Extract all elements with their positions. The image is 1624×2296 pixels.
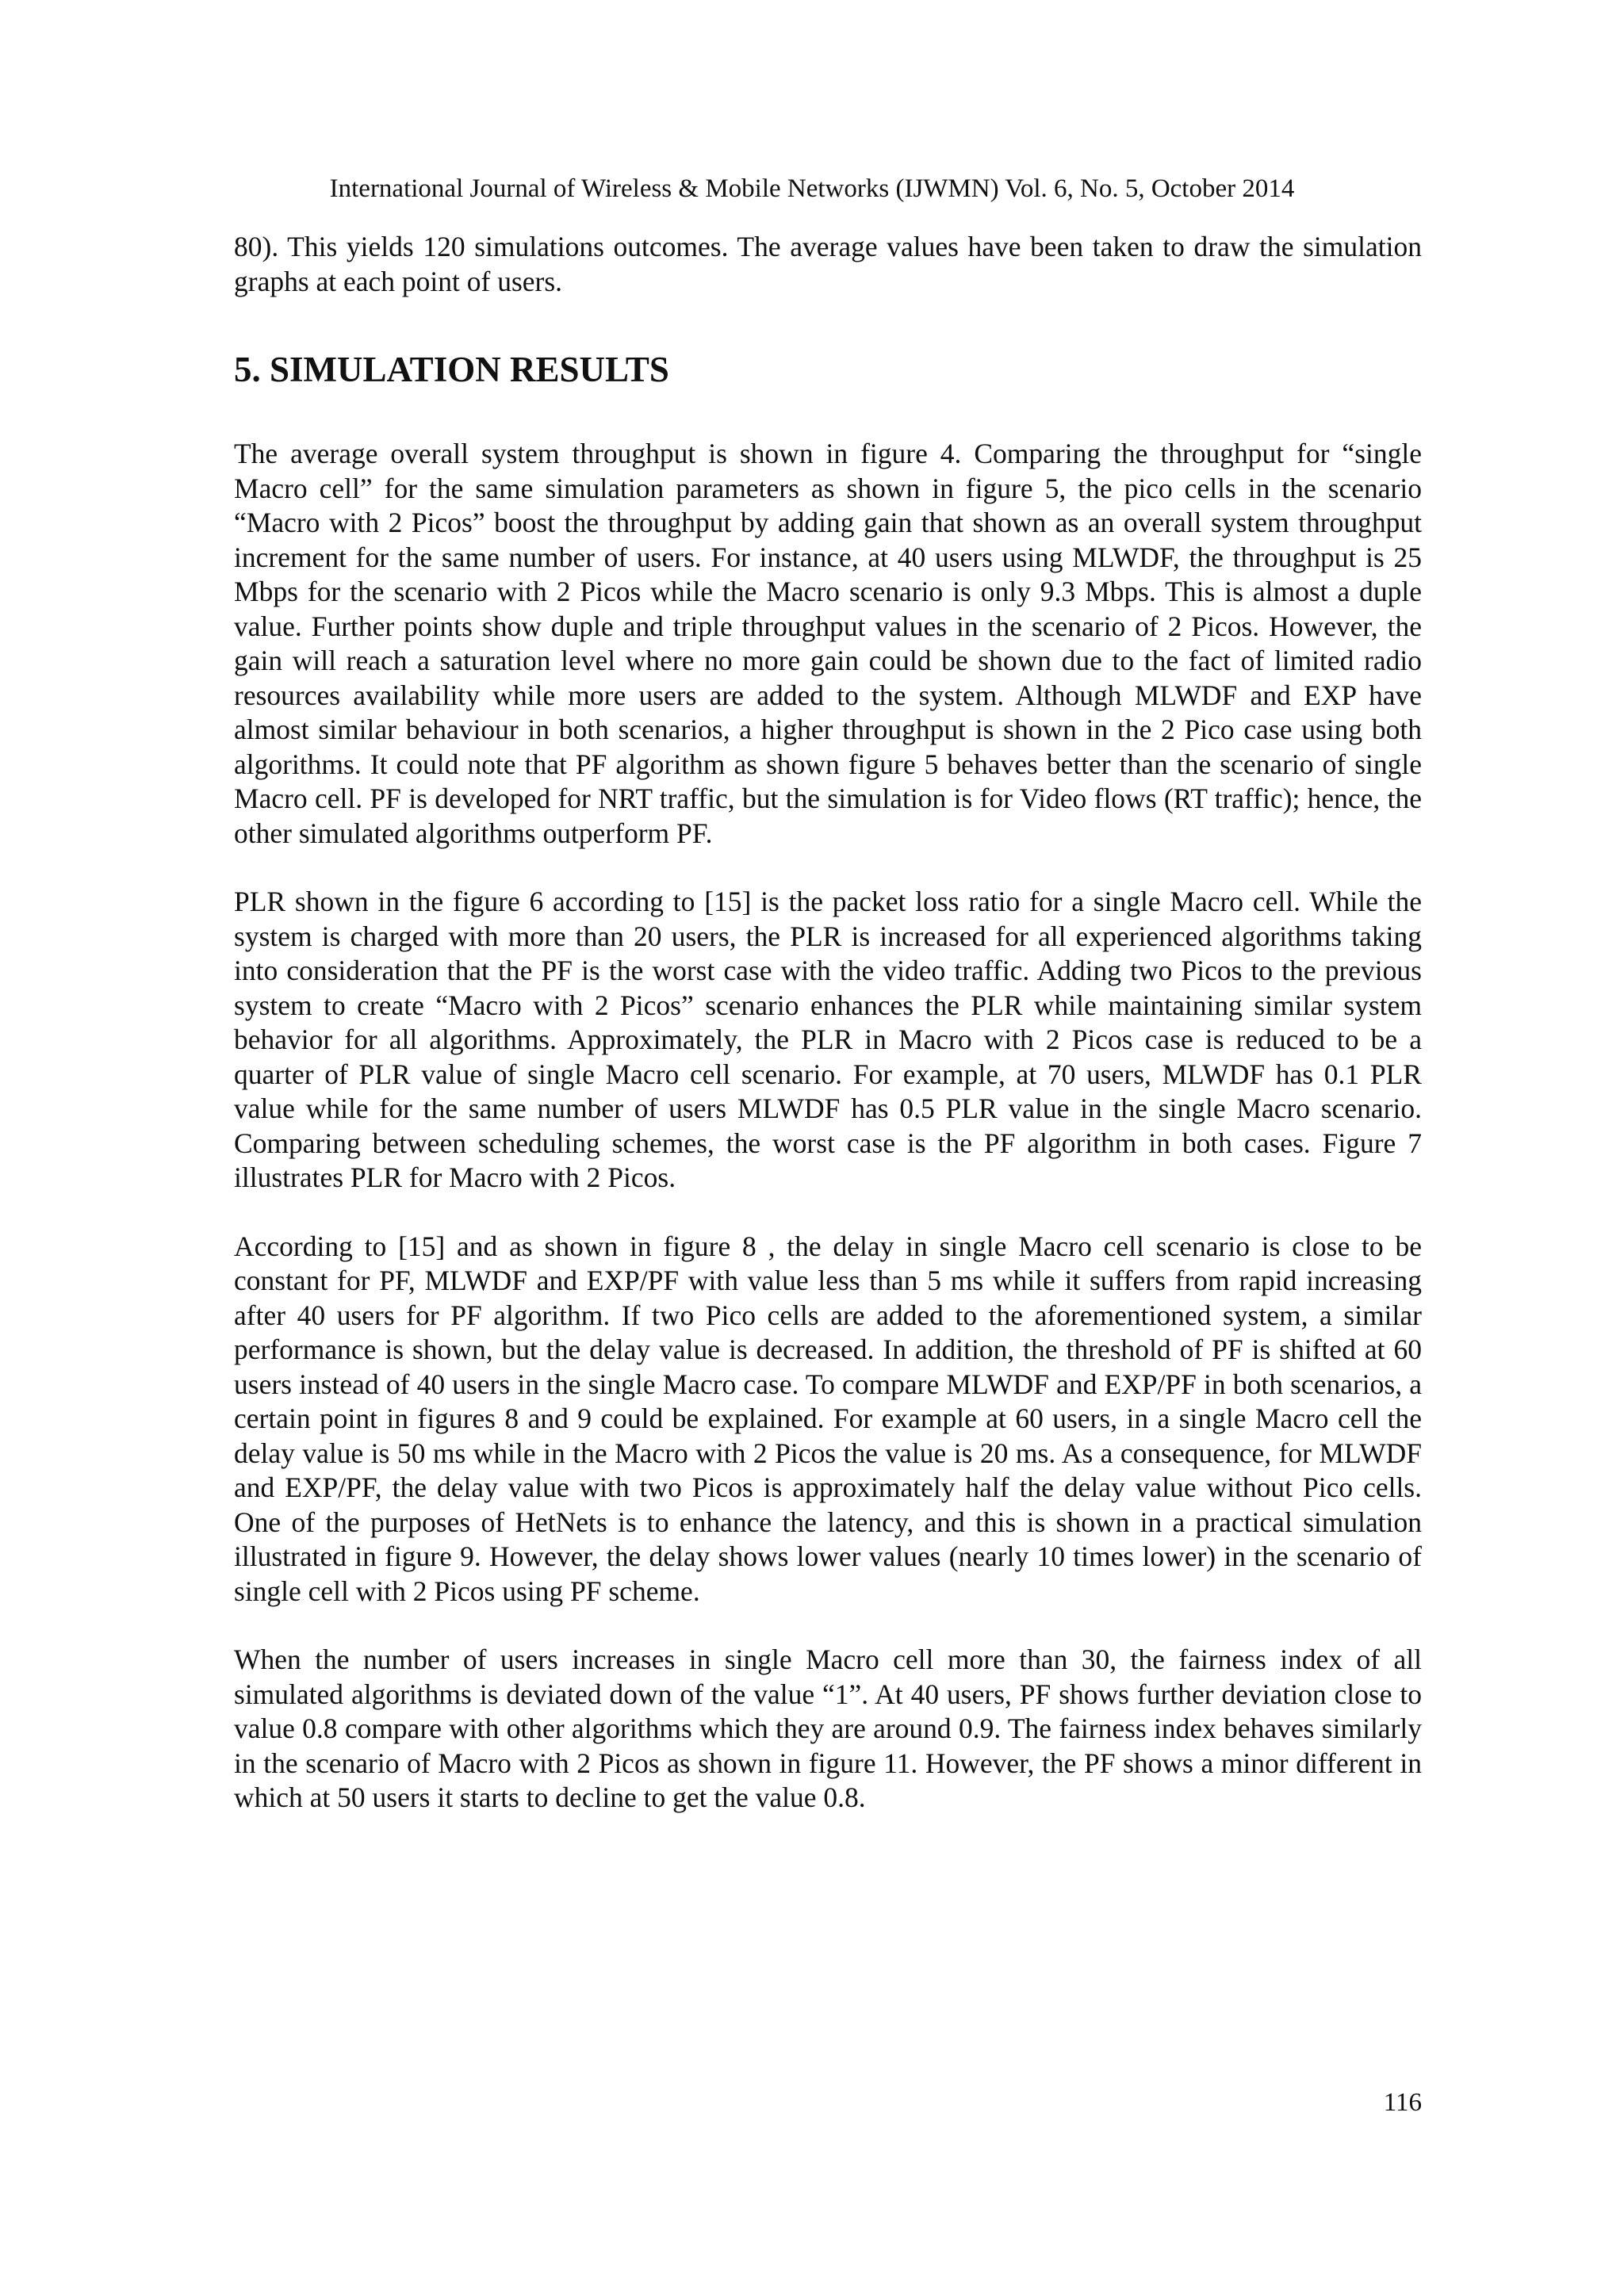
paragraph-fairness: When the number of users increases in single Macro cell more than 30, the fairness index of all simulated algorithms is deviated down of the value “1”. At 40 users, PF shows further deviation close to value 0.8 compare with other algorithms which they are around 0.9. The fairness index behaves similarly in the scenario of Macro with 2 Picos as shown in figure 11. However, the PF shows a minor different in which at 50 users it starts to decline to get the value 0.8. — [234, 1644, 1422, 1813]
page-number: 116 — [1383, 2088, 1422, 2117]
intro-paragraph: 80). This yields 120 simulations outcomes. The average values have been taken to draw the simulation graphs at each point of users. — [234, 231, 1422, 297]
running-header: International Journal of Wireless & Mobile Networks (IJWMN) Vol. 6, No. 5, October 2014 — [329, 174, 1295, 203]
section-heading: 5. SIMULATION RESULTS — [234, 350, 669, 389]
paragraph-plr: PLR shown in the figure 6 according to [15] is the packet loss ratio for a single Macro cell. While the system is charged with more than 20 users, the PLR is increased for all experienced algorithms taking into consideration that the PF is the worst case with the video traffic. Adding two Picos to the previous system to create “Macro with 2 Picos” scenario enhances the PLR while maintaining similar system behavior for all algorithms. Approximately, the PLR in Macro with 2 Picos case is reduced to be a quarter of PLR value of single Macro cell scenario. For example, at 70 users, MLWDF has 0.1 PLR value while for the same number of users MLWDF has 0.5 PLR value in the single Macro scenario. Comparing between scheduling schemes, the worst case is the PF algorithm in both cases. Figure 7 illustrates PLR for Macro with 2 Picos. — [234, 886, 1422, 1193]
page-body — [234, 230, 1422, 1816]
paragraph-delay: According to [15] and as shown in figure 8 , the delay in single Macro cell scenario is close to be constant for PF, MLWDF and EXP/PF with value less than 5 ms while it suffers from rapid increasing after 40 users for PF algorithm. If two Pico cells are added to the aforementioned system, a similar performance is shown, but the delay value is decreased. In addition, the threshold of PF is shifted at 60 users instead of 40 users in the single Macro case. To compare MLWDF and EXP/PF in both scenarios, a certain point in figures 8 and 9 could be explained. For example at 60 users, in a single Macro cell the delay value is 50 ms while in the Macro with 2 Picos the value is 20 ms. As a consequence, for MLWDF and EXP/PF, the delay value with two Picos is approximately half the delay value without Pico cells. One of the purposes of HetNets is to enhance the latency, and this is shown in a practical simulation illustrated in figure 9. However, the delay shows lower values (nearly 10 times lower) in the scenario of single cell with 2 Picos using PF scheme. — [234, 1230, 1422, 1607]
paragraph-throughput: The average overall system throughput is shown in figure 4. Comparing the throughput for “single Macro cell” for the same simulation parameters as shown in figure 5, the pico cells in the scenario “Macro with 2 Picos” boost the throughput by adding gain that shown as an overall system throughput increment for the same number of users. For instance, at 40 users using MLWDF, the throughput is 25 Mbps for the scenario with 2 Picos while the Macro scenario is only 9.3 Mbps. This is almost a duple value. Further points show duple and triple throughput values in the scenario of 2 Picos. However, the gain will reach a saturation level where no more gain could be shown due to the fact of limited radio resources availability while more users are added to the system. Although MLWDF and EXP have almost similar behaviour in both scenarios, a higher throughput is shown in the 2 Pico case using both algorithms. It could note that PF algorithm as shown figure 5 behaves better than the scenario of single Macro cell. PF is developed for NRT traffic, but the simulation is for Video flows (RT traffic); hence, the other simulated algorithms outperform PF. — [234, 438, 1422, 849]
